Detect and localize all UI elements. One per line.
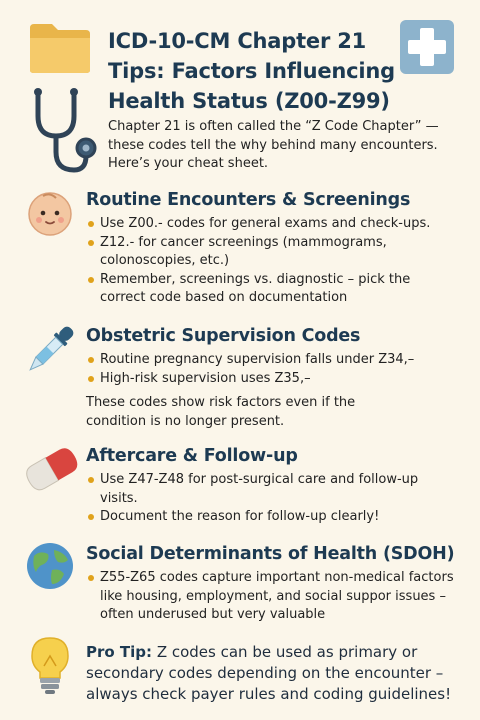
pill-capsule-icon — [24, 444, 80, 494]
section-note: These codes show risk factors even if the condition is no longer present. — [86, 395, 356, 429]
intro-text: Chapter 21 is often called the “Z Code Chapter” — these codes tell the why behind many encounters. Here’s your cheat sheet. — [108, 119, 439, 171]
section-heading: Aftercare & Follow-up — [86, 446, 298, 466]
section-heading: Obstetric Supervision Codes — [86, 326, 361, 346]
bullet-list — [86, 215, 458, 308]
section-heading: Social Determinants of Health (SDOH) — [86, 544, 455, 564]
list-item: Use Z00.- codes for general exams and check-ups. — [86, 215, 458, 234]
bullet-list — [86, 569, 458, 625]
list-item: Document the reason for follow-up clearly! — [86, 508, 458, 527]
folder-icon — [26, 18, 94, 76]
page-title: ICD-10-CM Chapter 21 Tips: Factors Influencing Health Status (Z00-Z99) — [108, 29, 396, 113]
section-routine-encounters — [86, 190, 458, 308]
pro-tip — [86, 642, 466, 705]
list-item: Remember, screenings vs. diagnostic – pick the correct code based on documentation — [86, 271, 458, 308]
section-heading: Routine Encounters & Screenings — [86, 190, 411, 210]
section-aftercare — [86, 446, 458, 527]
section-obstetric-supervision — [86, 326, 458, 388]
baby-face-icon — [26, 190, 74, 238]
dropper-icon — [22, 322, 78, 378]
globe-icon — [24, 540, 76, 592]
list-item: Z12.- for cancer screenings (mammograms, colonoscopies, etc.) — [86, 234, 458, 271]
pro-tip-text: Z codes can be used as primary or secondary codes depending on the encounter – always check payer rules and coding guidelines! — [86, 643, 452, 703]
list-item: Z55-Z65 codes capture important non-medical factors like housing, employment, and social suppor issues – often underused but very valuable — [86, 569, 458, 625]
stethoscope-icon — [26, 86, 98, 178]
pro-tip-label: Pro Tip: — [86, 643, 153, 661]
bullet-list — [86, 351, 458, 388]
list-item: Routine pregnancy supervision falls under Z34,– — [86, 351, 458, 370]
lightbulb-icon — [28, 636, 72, 696]
list-item: Use Z47-Z48 for post-surgical care and follow-up visits. — [86, 471, 458, 508]
list-item: High-risk supervision uses Z35,– — [86, 370, 458, 389]
bullet-list — [86, 471, 458, 527]
section-sdoh — [86, 544, 458, 625]
